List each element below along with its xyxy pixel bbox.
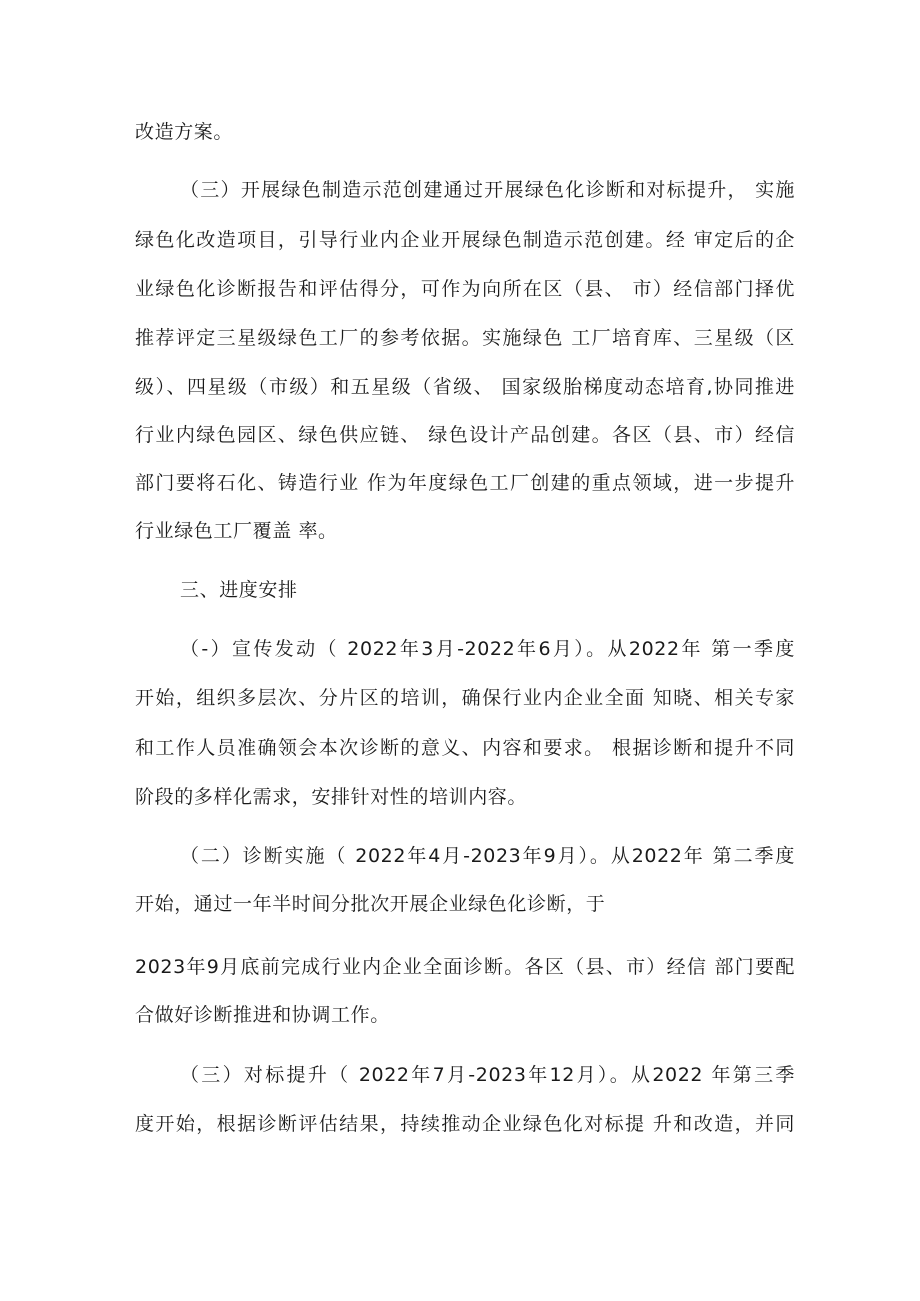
- text-line: 2023年9月底前完成行业内企业全面诊断。各区（县、市）经信 部门要配: [135, 956, 795, 978]
- text-line: 开始，通过一年半时间分批次开展企业绿色化诊断，于: [135, 893, 606, 915]
- text-line: 行业绿色工厂覆盖 率。: [135, 520, 338, 542]
- text-line: 开始，组织多层次、分片区的培训，确保行业内企业全面 知晓、相关专家: [135, 687, 795, 709]
- text-line: 部门要将石化、铸造行业 作为年度绿色工厂创建的重点领域，进一步提升: [135, 472, 795, 494]
- text-line: 级）、四星级（市级）和五星级（省级、 国家级胎梯度动态培育,协同推进: [135, 376, 795, 398]
- text-line: 改造方案。: [135, 121, 234, 143]
- text-line: 和工作人员准确领会本次诊断的意义、内容和要求。 根据诊断和提升不同: [135, 737, 795, 759]
- text-line: 合做好诊断推进和协调工作。: [135, 1004, 390, 1026]
- text-line: 业绿色化诊断报告和评估得分，可作为向所在区（县、 市）经信部门择优: [135, 278, 795, 300]
- paragraph-heading: （三）开展绿色制造示范创建通过开展绿色化诊断和对标提升， 实施: [180, 179, 795, 201]
- text-line: 行业内绿色园区、绿色供应链、 绿色设计产品创建。各区（县、市）经信: [135, 424, 795, 446]
- text-line: 度开始，根据诊断评估结果，持续推动企业绿色化对标提 升和改造，并同: [135, 1113, 795, 1135]
- text-line: 推荐评定三星级绿色工厂的参考依据。实施绿色 工厂培育库、三星级（区: [135, 327, 795, 349]
- paragraph-heading: （二）诊断实施（ 2022年4月-2023年9月）。从2022年 第二季度: [180, 845, 795, 867]
- paragraph-heading: （三）对标提升（ 2022年7月-2023年12月）。从2022 年第三季: [180, 1064, 795, 1086]
- section-heading: 三、进度安排: [180, 579, 298, 601]
- text-line: 绿色化改造项目，引导行业内企业开展绿色制造示范创建。经 审定后的企: [135, 229, 795, 251]
- text-line: 阶段的多样化需求，安排针对性的培训内容。: [135, 786, 528, 808]
- paragraph-heading: （-）宣传发动（ 2022年3月-2022年6月）。从2022年 第一季度: [180, 638, 795, 660]
